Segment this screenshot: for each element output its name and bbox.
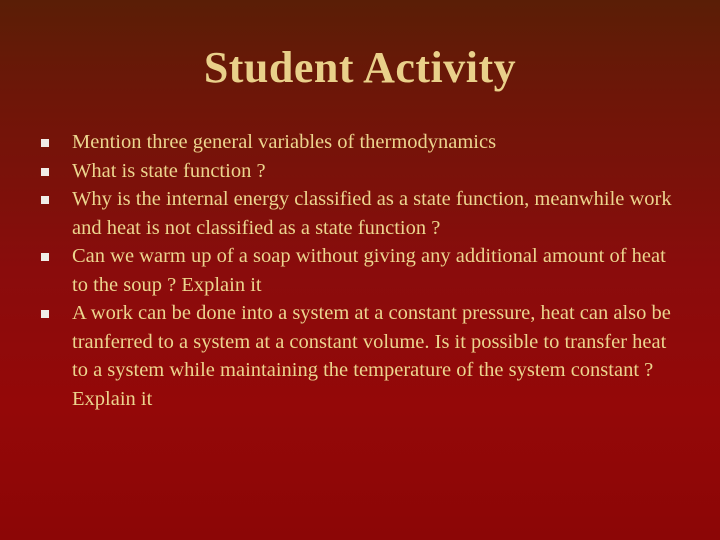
bullet-list bbox=[38, 128, 678, 413]
bullet-text: What is state function ? bbox=[72, 159, 266, 182]
bullet-text: Can we warm up of a soap without giving any additional amount of heat to the soup ? Explain it bbox=[72, 245, 666, 296]
square-bullet-icon bbox=[41, 139, 49, 147]
bullet-item bbox=[38, 242, 678, 299]
square-bullet-icon bbox=[41, 310, 49, 318]
bullet-item bbox=[38, 157, 678, 186]
bullet-item bbox=[38, 299, 678, 413]
bullet-text: Mention three general variables of thermodynamics bbox=[72, 131, 497, 153]
slide-title: Student Activity bbox=[203, 43, 517, 92]
bullet-text: A work can be done into a system at a constant pressure, heat can also be tranferred to a system at a constant volume. Is it possible to transfer heat to a system while maintaining the temperature of the system constant ? Explain it bbox=[72, 302, 671, 410]
square-bullet-icon bbox=[41, 253, 49, 261]
square-bullet-icon bbox=[41, 168, 49, 176]
bullet-item bbox=[38, 128, 678, 157]
square-bullet-icon bbox=[41, 196, 49, 204]
bullet-item bbox=[38, 185, 678, 242]
bullet-text: Why is the internal energy classified as a state function, meanwhile work and heat is not classified as a state function ? bbox=[72, 188, 672, 239]
